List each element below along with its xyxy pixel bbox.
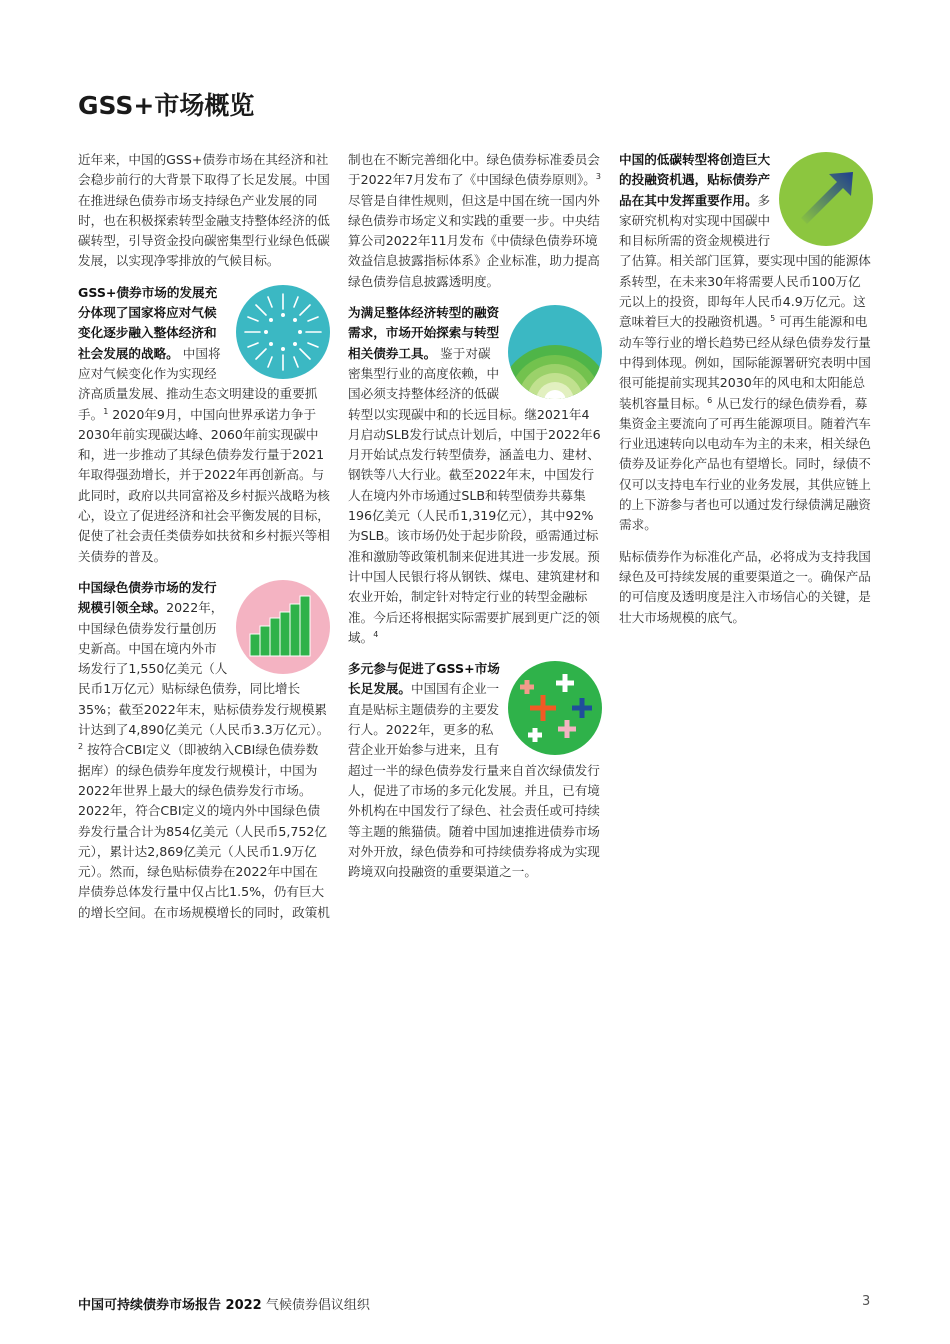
section-diverse-participation	[348, 659, 602, 882]
growth-arrow-icon	[779, 152, 873, 246]
column-3	[619, 150, 873, 639]
column-1	[78, 150, 330, 934]
section-investment-opportunity	[619, 150, 873, 536]
page-number: 3	[862, 1294, 871, 1309]
report-title: 中国可持续债券市场报告 2022	[78, 1298, 262, 1313]
policy-paragraph	[348, 150, 602, 292]
section-heading: 为满足整体经济转型的融资需求，市场开始探索与转型相关债券工具。	[348, 305, 500, 361]
section-body: 制也在不断完善细化中。绿色债券标准委员会于2022年7月发布了《中国绿色债券原则》。	[348, 152, 600, 188]
plus-signs-icon	[508, 661, 602, 755]
rising-sun-icon	[508, 305, 602, 399]
footnote-ref[interactable]: 5	[770, 314, 776, 324]
section-heading: 多元参与促进了GSS+市场长足发展。	[348, 661, 500, 697]
section-body: 可再生能源和电动车等行业的增长趋势已经从绿色债券发行量中得到体现。例如，国际能源署研究表明中国很可能提前实现其2030年的风电和太阳能总装机容量目标。	[619, 314, 871, 411]
organization-name: 气候债券倡议组织	[265, 1298, 370, 1313]
page-title: GSS+市场概览	[78, 91, 255, 120]
footnote-ref[interactable]: 2	[78, 742, 84, 752]
section-body: 2020年9月，中国向世界承诺力争于2030年前实现碳达峰、2060年前实现碳中和，进一步推动了其绿色债券发行量于2021年取得强劲增长，并于2022年再创新高。与此同时，政府以共同富裕及乡村振兴战略为核心，设立了促进经济和社会平衡发展的目标，促使了社会责任类债券如扶贫和乡村振兴等相关债券的普及。	[78, 406, 330, 564]
section-green-bond-scale	[78, 578, 330, 923]
section-body: 中国国有企业一直是贴标主题债券的主要发行人。2022年，更多的私营企业开始参与进来，且有超过一半的绿色债券发行量来自首次绿债发行人，促进了市场的多元化发展。并且，已有境外机构在中国发行了绿色、社会责任或可持续等主题的熊猫债。随着中国加速推进债券市场对外开放，绿色债券和可持续债券将成为实现跨境双向投融资的重要渠道之一。	[348, 681, 600, 880]
rising-steps-icon	[236, 580, 330, 674]
page-footer	[78, 1294, 370, 1313]
column-2	[348, 150, 602, 893]
section-body: 鉴于对碳密集型行业的高度依赖，中国必须支持整体经济的低碳转型以实现碳中和的长远目标。继2021年4月启动SLB发行试点计划后，中国于2022年6月开始试点发行转型债券，涵盖电力、建材、钢铁等八大行业。截至2022年末，中国发行人在境内外市场通过SLB和转型债券共募集196亿美元（人民币1,319亿元），其中92%为SLB。该市场仍处于起步阶段，亟需通过标准和激励等政策机制来促进其进一步发展。预计中国人民银行将从钢铁、煤电、建筑建材和农业开始，制定针对特定行业的转型金融标准。今后还将根据实际需要扩展到更广泛的领域。	[348, 345, 601, 645]
footnote-ref[interactable]: 6	[707, 395, 713, 405]
footnote-ref[interactable]: 4	[373, 629, 379, 639]
section-transition-finance	[348, 303, 602, 648]
section-body: 中国将应对气候变化作为实现经济高质量发展、推动生态文明建设的重要抓手。	[78, 345, 318, 422]
footnote-ref[interactable]: 3	[595, 172, 601, 182]
section-body: 按符合CBI定义（即被纳入CBI绿色债券数据库）的绿色债券年度发行规模计，中国为2022年世界上最大的绿色债券发行市场。2022年，符合CBI定义的境内外中国绿色债券发行量合计为854亿美元（人民币5,752亿元），累计达2,869亿美元（人民币1.9万亿元）。然而，绿色贴标债券在2022年中国在岸债券总体发行量中仅占比1.5%，仍有巨大的增长空间。在市场规模增长的同时，政策机	[78, 742, 330, 920]
section-heading: 中国绿色债券市场的发行规模引领全球。	[78, 579, 217, 616]
footnote-ref[interactable]: 1	[103, 406, 109, 416]
intro-paragraph: 近年来，中国的GSS+债券市场在其经济和社会稳步前行的大背景下取得了长足发展。中国在推进绿色债券市场支持绿色产业发展的同时，也在积极探索转型金融支持整体经济的低碳转型，引导资金投向碳密集型行业绿色低碳发展，以实现净零排放的气候目标。	[78, 152, 330, 269]
closing-paragraph: 贴标债券作为标准化产品，必将成为支持我国绿色及可持续发展的重要渠道之一。确保产品的可信度及透明度是注入市场信心的关键，是壮大市场规模的底气。	[619, 548, 871, 625]
section-body: 2022年，中国绿色债券发行量创历史新高。中国在境内外市场发行了1,550亿美元（人民币1万亿元）贴标绿色债券，同比增长35%；截至2022年末，贴标债券发行规模累计达到了4,890亿美元（人民币3.3万亿元）。	[78, 600, 330, 738]
section-heading: 中国的低碳转型将创造巨大的投融资机遇，贴标债券产品在其中发挥重要作用。	[619, 152, 771, 208]
section-body: 从已发行的绿色债券看，募集资金主要流向了可再生能源项目。随着汽车行业迅速转向以电动车为主的未来，相关绿色债券及证券化产品也有望增长。同时，绿债不仅可以支持电车行业的业务发展，其供应链上的上下游参与者也可以通过发行绿债满足融资需求。	[619, 395, 871, 533]
section-gss-development	[78, 283, 330, 567]
sunburst-icon	[236, 285, 330, 379]
section-heading: GSS+债券市场的发展充分体现了国家将应对气候变化逐步融入整体经济和社会发展的战略。	[78, 284, 218, 361]
section-body: 多家研究机构对实现中国碳中和目标所需的资金规模进行了估算。相关部门匡算，要实现中国的能源体系转型，在未来30年将需要人民币100万亿元以上的投资，即每年人民币4.9万亿元。这意味着巨大的投融资机遇。	[619, 192, 871, 330]
section-body: 尽管是自律性规则，但这是中国在统一国内外绿色债券市场定义和实践的重要一步。中央结算公司2022年11月发布《中债绿色债券环境效益信息披露指标体系》企业标准，助力提高绿色债券信息披露透明度。	[348, 192, 600, 289]
